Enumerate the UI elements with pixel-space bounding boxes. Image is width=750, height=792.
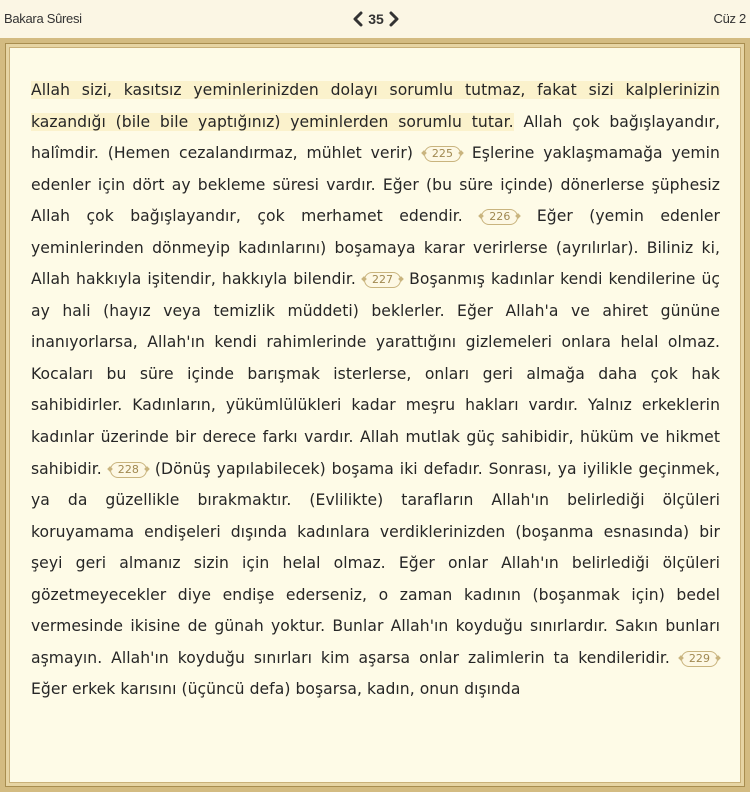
page-number[interactable]: 35 xyxy=(368,11,384,27)
passage-text xyxy=(31,75,720,706)
verse-number-badge: 229 xyxy=(681,651,718,667)
surah-name[interactable]: Bakara Sûresi xyxy=(4,11,82,26)
verse-text[interactable]: Boşanmış kadınlar kendi kendilerine üç ay hali (hayız veya temizlik müddeti) beklerler. Eğer Allah'a ve ahiret gününe inanıyorlarsa, Allah'ın kendi rahimlerinde yarattığını gizlemeleri onlara helal olmaz. Kocaları bu süre içinde barışmak isterlerse, onları geri almağa daha çok hak sahibidirler. Kadınların, yükümlülükleri kadar meşru hakları vardır. Yalnız erkeklerin kadınlar üzerinde bir derece farkı vardır. Allah mutlak güç sahibidir, hüküm ve hikmet sahibidir. xyxy=(31,270,721,478)
chevron-right-icon[interactable] xyxy=(386,8,402,30)
verse-number-badge: 227 xyxy=(364,272,401,288)
verse-text[interactable]: Eşlerine yaklaşmamağa yemin edenler için dört ay bekleme süresi vardır. Eğer (bu süre içinde) dönerlerse şüphesiz Allah çok bağışlayandır, çok merhamet edendir. xyxy=(31,144,720,226)
verse-text[interactable]: Eğer (yemin edenler yeminlerinden dönmeyip kadınlarını) boşamaya karar verirlerse (ayrılırlar). Biliniz ki, Allah hakkıyla işitendir, hakkıyla bilendir. xyxy=(31,207,720,289)
chevron-left-icon[interactable] xyxy=(350,8,366,30)
highlighted-verse[interactable]: Allah sizi, kasıtsız yeminlerinizden dolayı sorumlu tutmaz, fakat sizi kalplerinizin kazandığı (bile bile yaptığınız) yeminlerden sorumlu tutar. xyxy=(31,81,720,131)
juz-label[interactable]: Cüz 2 xyxy=(713,11,746,26)
verse-number-badge: 225 xyxy=(424,146,461,162)
verse-text[interactable]: Allah çok bağışlayandır, halîmdir. (Hemen cezalandırmaz, mühlet verir) xyxy=(31,112,720,163)
page-frame-border xyxy=(5,43,745,787)
page-content[interactable] xyxy=(9,47,741,783)
verse-number-badge: 226 xyxy=(481,209,518,225)
verse-number-badge: 228 xyxy=(110,462,147,478)
verse-text[interactable]: Eğer erkek karısını (üçüncü defa) boşarsa, kadın, onun dışında xyxy=(31,680,521,699)
page-navigator xyxy=(350,8,402,30)
top-bar xyxy=(0,0,750,38)
page-frame xyxy=(0,38,750,792)
verse-text[interactable]: (Dönüş yapılabilecek) boşama iki defadır. Sonrası, ya iyilikle geçinmek, ya da güzellikle bırakmaktır. (Evlilikte) tarafların Allah'ın belirlediği ölçüleri koruyamama endişeleri dışında kadınlara verdiklerinizden (boşanma esnasında) bir şeyi geri almanız sizin için helal olmaz. Eğer onlar Allah'ın belirlediği ölçüleri gözetmeyecekler diye endişe ederseniz, o zaman kadının (boşanmak için) bedel vermesinde ikisine de günah yoktur. Bunlar Allah'ın koyduğu sınırlardır. Sakın bunları aşmayın. Allah'ın koyduğu sınırları kim aşarsa onlar zalimlerin ta kendileridir. xyxy=(31,459,720,667)
